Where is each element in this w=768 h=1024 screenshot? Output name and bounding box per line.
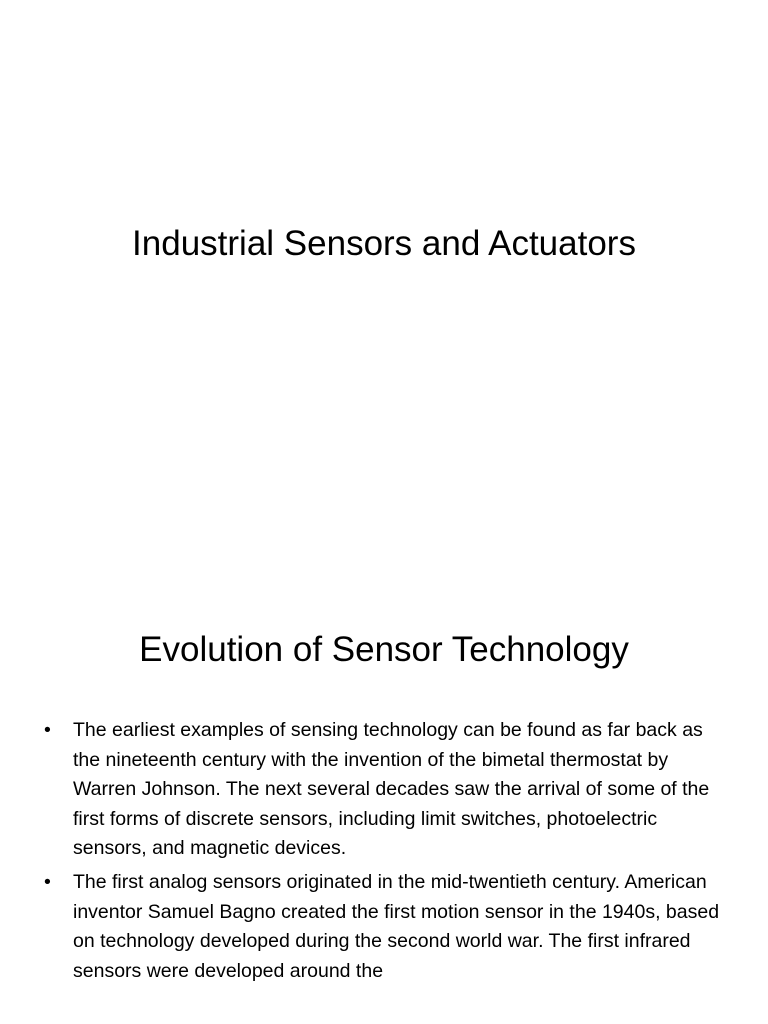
bullet-text: The earliest examples of sensing technology can be found as far back as the nineteenth century with the invention of the bimetal thermostat by Warren Johnson. The next several decades saw the arrival of some of the first forms of discrete sensors, including limit switches, photoelectric sensors, and magnetic devices. [73,719,710,860]
bullet-text: The first analog sensors originated in the mid-twentieth century. American inventor Samuel Bagno created the first motion sensor in the 1940s, based on technology developed during the second world war. The first infrared sensors were developed around the [73,870,720,982]
content-slide [0,576,768,1024]
slide-title: Evolution of Sensor Technology [139,630,629,669]
slide-title: Industrial Sensors and Actuators [132,224,636,263]
bullet-item [44,868,734,986]
bullet-item [44,716,734,864]
bullet-marker: • [44,719,51,741]
bullet-marker: • [44,870,51,893]
bullet-list [44,716,734,990]
